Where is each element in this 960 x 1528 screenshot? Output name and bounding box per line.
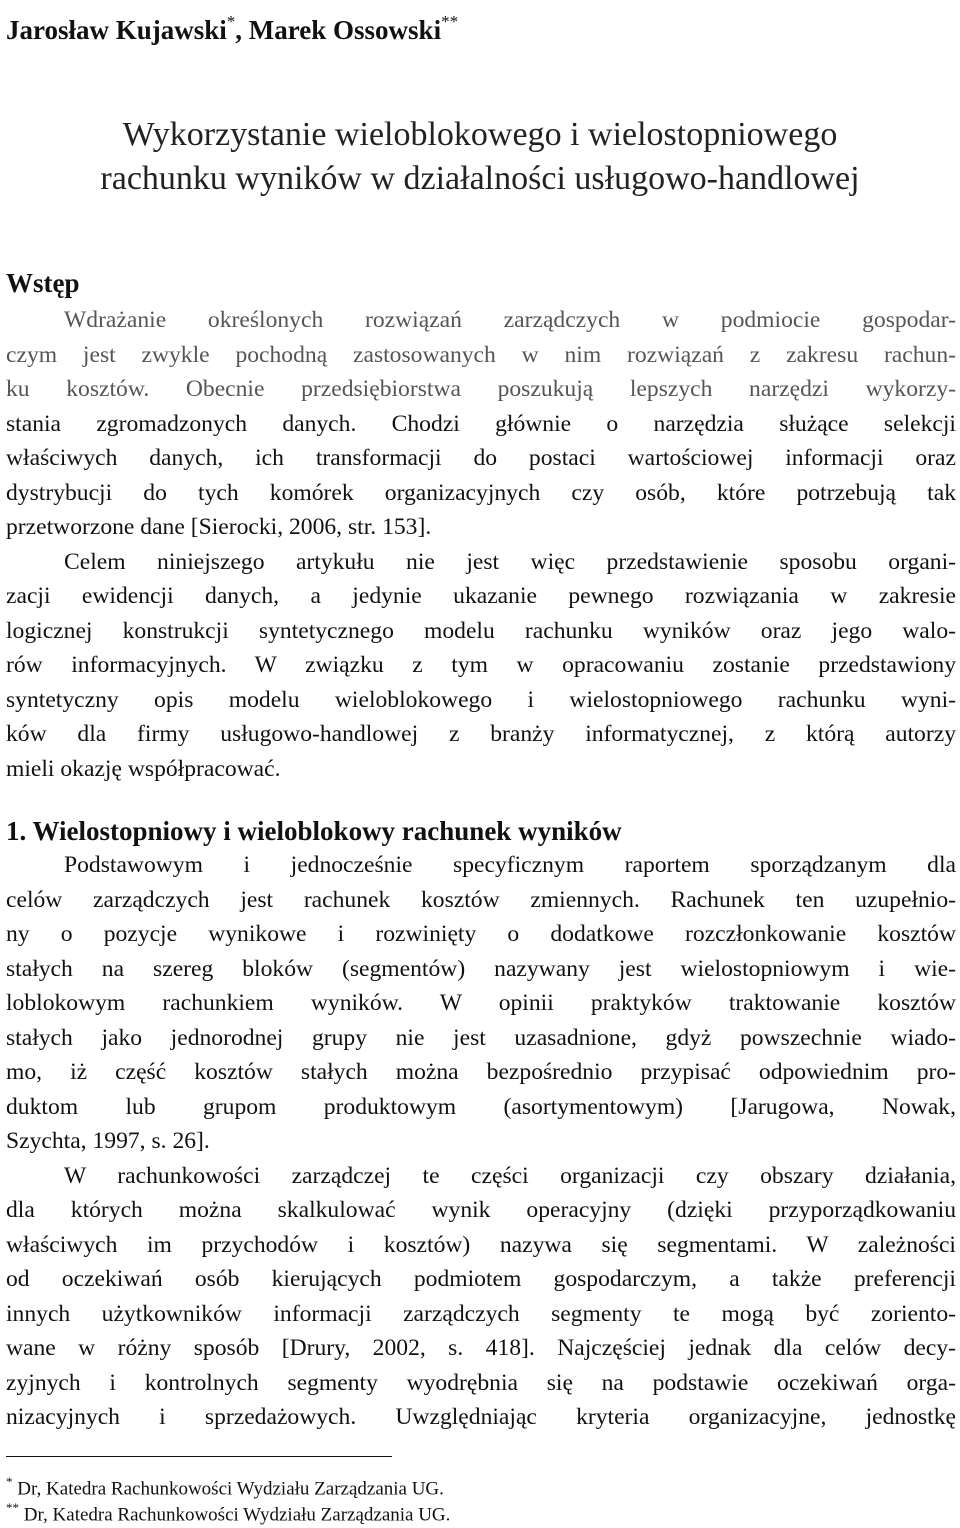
text-line: rów informacyjnych. W związku z tym w opracowaniu zostanie przedstawiony bbox=[6, 652, 956, 678]
footnote-rule bbox=[6, 1456, 392, 1457]
text-line: Podstawowym i jednocześnie specyficznym raportem sporządzanym dla bbox=[64, 852, 956, 878]
title-line-1: Wykorzystanie wieloblokowego i wielostopniowego bbox=[122, 116, 838, 153]
paper-title bbox=[0, 113, 960, 201]
text-line: loblokowym rachunkiem wyników. W opinii praktyków traktowanie kosztów bbox=[6, 990, 956, 1016]
text-line: dystrybucji do tych komórek organizacyjnych czy osób, które potrzebują tak bbox=[6, 479, 956, 506]
text-line: celów zarządczych jest rachunek kosztów zmiennych. Rachunek ten uzupełnio- bbox=[6, 886, 956, 913]
text-line: Szychta, 1997, s. 26]. bbox=[6, 1128, 210, 1154]
author-1-name: Jarosław Kujawski bbox=[6, 15, 227, 45]
author-separator: , bbox=[235, 15, 249, 45]
text-line: przetworzone dane [Sierocki, 2006, str. 153]. bbox=[6, 514, 432, 540]
section-body-1 bbox=[6, 848, 956, 1435]
footnote-2 bbox=[6, 1496, 450, 1528]
text-line: duktom lub grupom produktowym (asortymentowym) [Jarugowa, Nowak, bbox=[6, 1093, 956, 1120]
author-2-name: Marek Ossowski bbox=[248, 15, 442, 45]
text-line: nizacyjnych i sprzedażowych. Uwzględniając kryteria organizacyjne, jednostkę bbox=[6, 1404, 956, 1430]
footnote-2-mark: ** bbox=[6, 1500, 19, 1515]
text-line: ków dla firmy usługowo-handlowej z branży informatycznej, z którą autorzy bbox=[6, 721, 956, 747]
text-line: ku kosztów. Obecnie przedsiębiorstwa poszukują lepszych narzędzi wykorzy- bbox=[6, 376, 956, 402]
text-line: logicznej konstrukcji syntetycznego modelu rachunku wyników oraz jego walo- bbox=[6, 617, 956, 644]
section-body-introduction bbox=[6, 303, 956, 786]
text-line: Celem niniejszego artykułu nie jest więc przedstawienie sposobu organi- bbox=[64, 548, 956, 575]
footnote-1-mark: * bbox=[6, 1474, 13, 1489]
footnote-1-text: Dr, Katedra Rachunkowości Wydziału Zarządzania UG. bbox=[17, 1478, 444, 1500]
text-line: syntetyczny opis modelu wieloblokowego i wielostopniowego rachunku wyni- bbox=[6, 686, 956, 713]
author-2-footnote-mark: ** bbox=[441, 12, 459, 31]
text-line: od oczekiwań osób kierujących podmiotem gospodarczym, a także preferencji bbox=[6, 1266, 956, 1292]
text-line: właściwych danych, ich transformacji do postaci wartościowej informacji oraz bbox=[6, 445, 956, 471]
author-line bbox=[6, 4, 458, 50]
text-line: ny o pozycje wynikowe i rozwinięty o dodatkowe rozczłonkowanie kosztów bbox=[6, 921, 956, 947]
text-line: dla których można skalkulować wynik operacyjny (dzięki przyporządkowaniu bbox=[6, 1197, 956, 1223]
text-line: Wdrażanie określonych rozwiązań zarządczych w podmiocie gospodar- bbox=[64, 307, 956, 333]
text-line: wane w różny sposób [Drury, 2002, s. 418]. Najczęściej jednak dla celów decy- bbox=[6, 1335, 956, 1361]
footnote-2-text: Dr, Katedra Rachunkowości Wydziału Zarządzania UG. bbox=[23, 1504, 451, 1526]
text-line: mo, iż część kosztów stałych można bezpośrednio przypisać odpowiednim pro- bbox=[6, 1059, 956, 1085]
text-line: zacji ewidencji danych, a jedynie ukazanie pewnego rozwiązania w zakresie bbox=[6, 583, 956, 609]
text-line: W rachunkowości zarządczej te części organizacji czy obszary działania, bbox=[64, 1162, 956, 1189]
section-heading-introduction: Wstęp bbox=[6, 268, 80, 298]
text-line: stałych na szereg bloków (segmentów) nazywany jest wielostopniowym i wie- bbox=[6, 955, 956, 982]
text-line: innych użytkowników informacji zarządczych segmenty te mogą być zoriento- bbox=[6, 1300, 956, 1327]
section-heading-1: 1. Wielostopniowy i wieloblokowy rachunek wyników bbox=[6, 816, 622, 846]
text-line: stałych jako jednorodnej grupy nie jest uzasadnione, gdyż powszechnie wiado- bbox=[6, 1024, 956, 1051]
author-1-footnote-mark: * bbox=[226, 12, 236, 31]
title-line-2: rachunku wyników w działalności usługowo-handlowej bbox=[100, 160, 860, 197]
text-line: stania zgromadzonych danych. Chodzi głównie o narzędzia służące selekcji bbox=[6, 410, 956, 437]
text-line: zyjnych i kontrolnych segmenty wyodrębnia się na podstawie oczekiwań orga- bbox=[6, 1369, 956, 1396]
text-line: czym jest zwykle pochodną zastosowanych w nim rozwiązań z zakresu rachun- bbox=[6, 341, 956, 368]
text-line: mieli okazję współpracować. bbox=[6, 755, 281, 782]
text-line: właściwych im przychodów i kosztów) nazywa się segmentami. W zależności bbox=[6, 1231, 956, 1258]
